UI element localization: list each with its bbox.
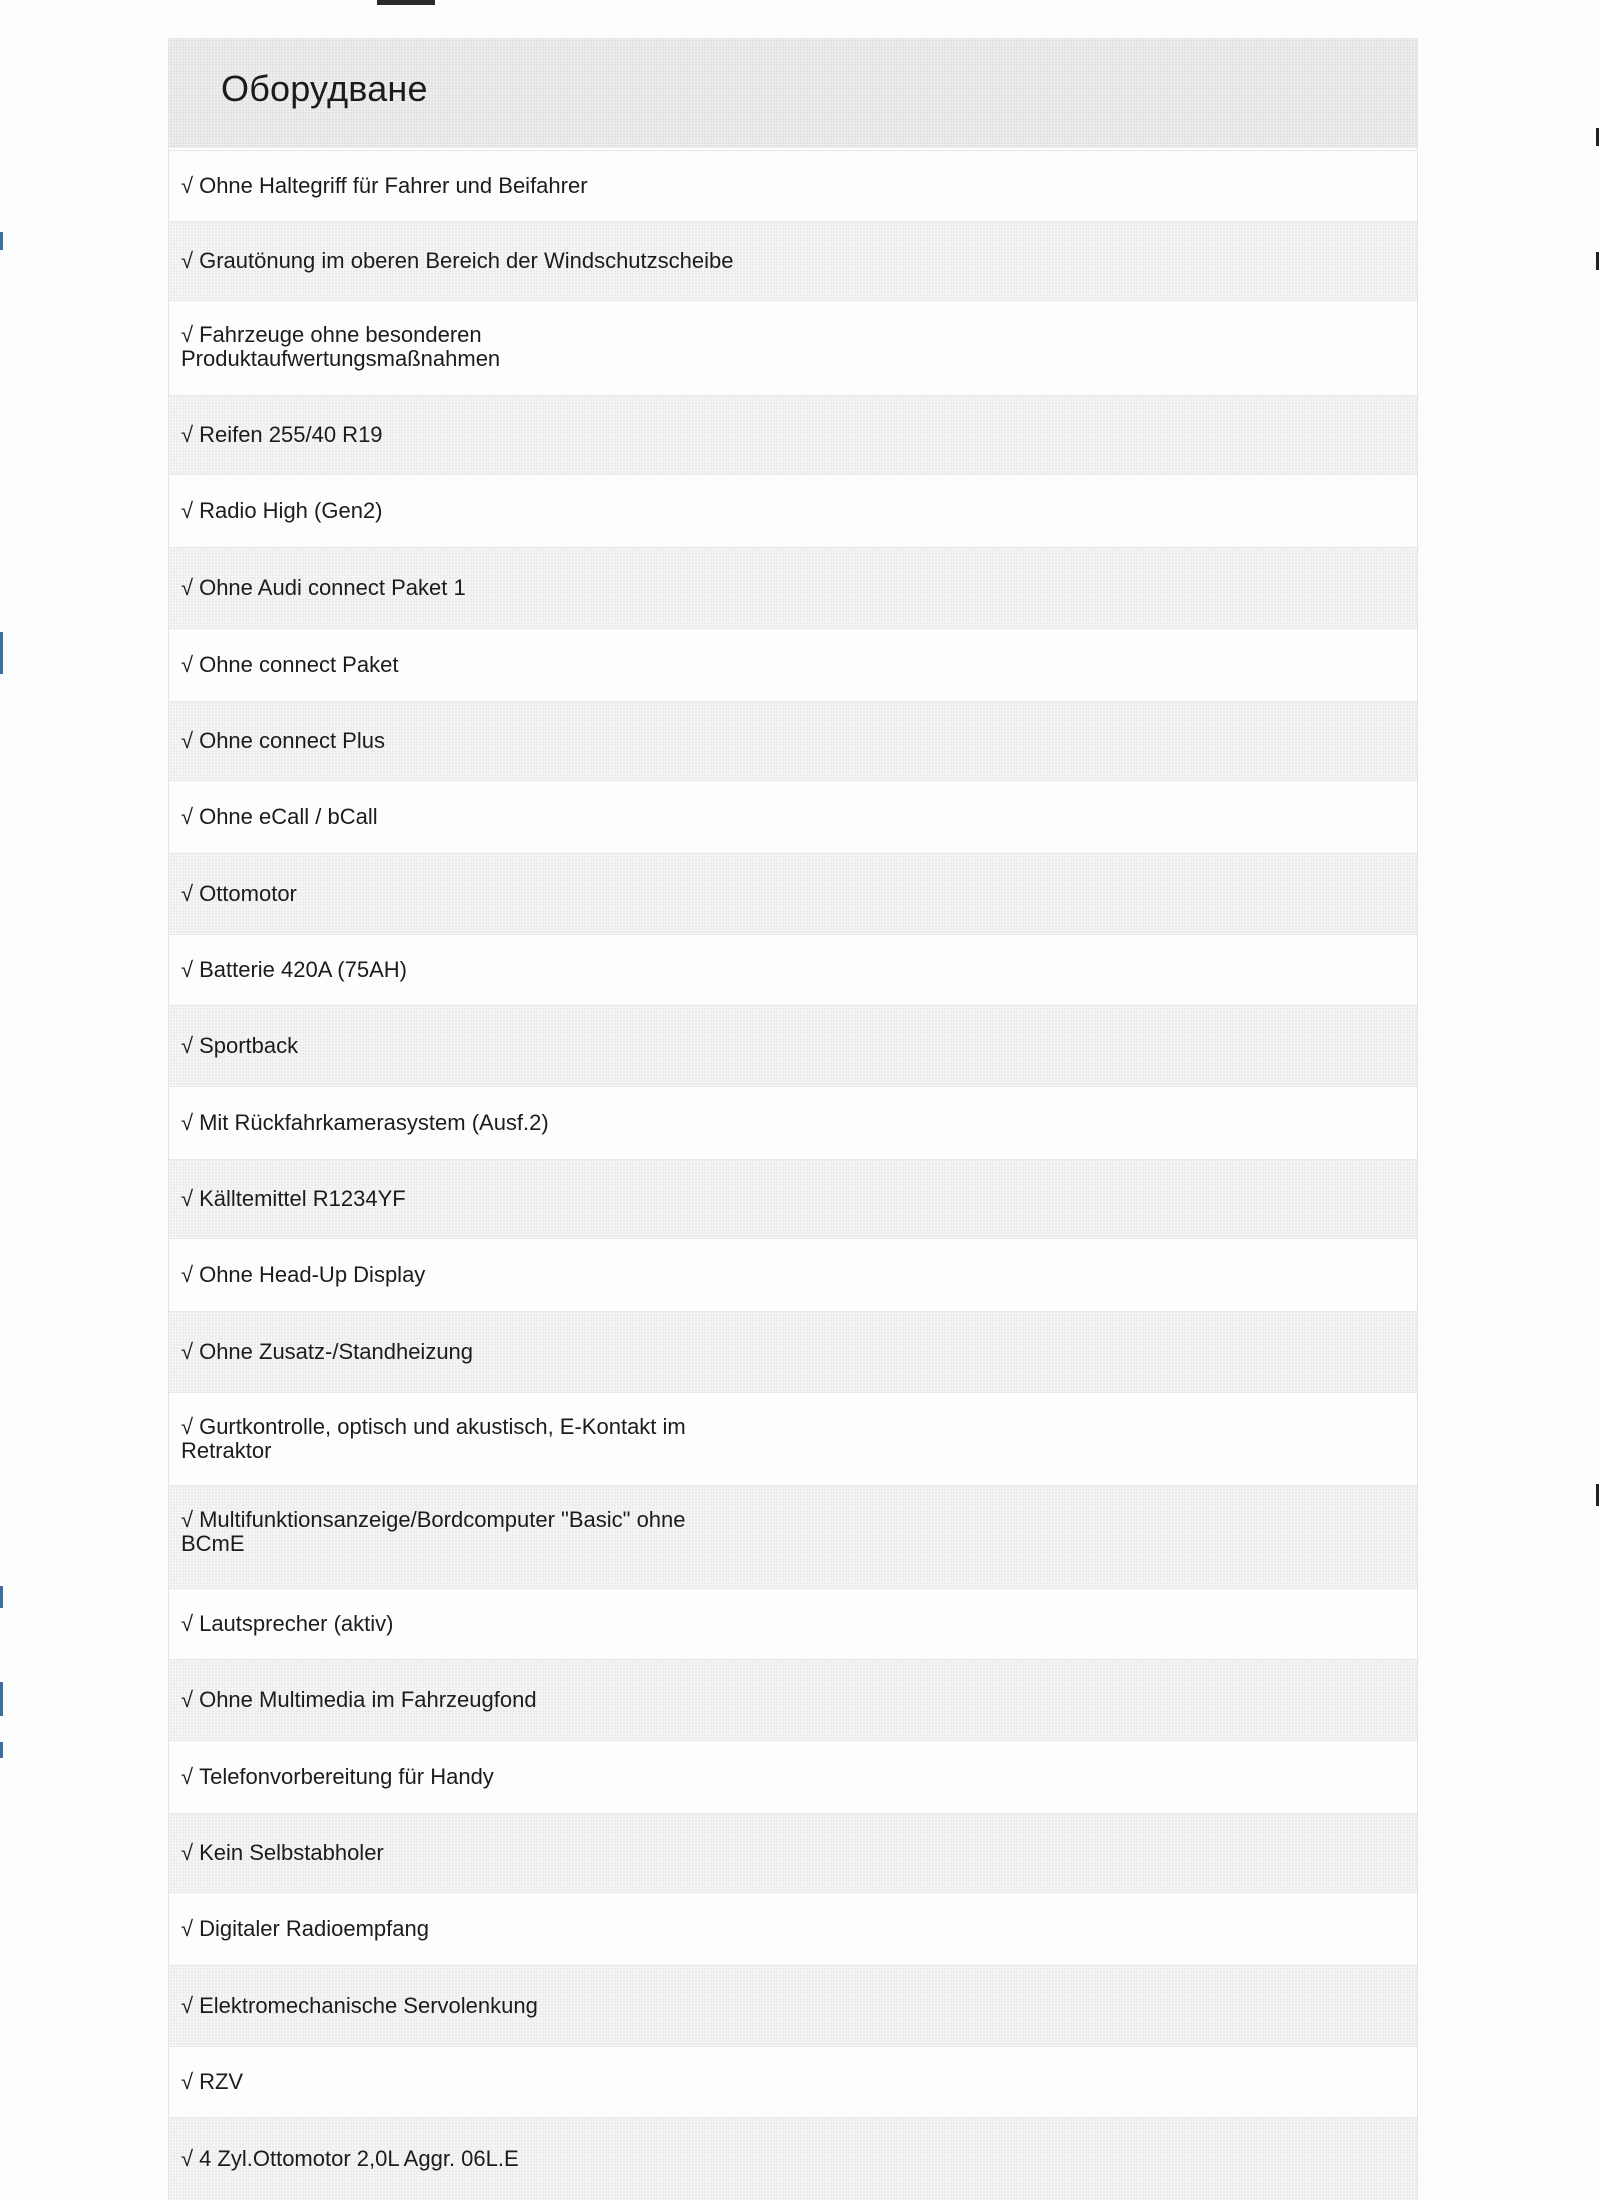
check-mark-icon: √ — [181, 322, 194, 347]
equipment-item — [169, 702, 1417, 780]
check-mark-icon: √ — [181, 1687, 194, 1712]
check-mark-icon: √ — [181, 1414, 194, 1439]
equipment-item-content — [181, 1186, 406, 1212]
check-mark-icon: √ — [181, 1507, 194, 1532]
equipment-item — [169, 1814, 1417, 1892]
scan-edge-mark — [1596, 1484, 1599, 1506]
equipment-item-label: Multifunktionsanzeige/Bordcomputer "Basic" ohne BCmE — [181, 1507, 686, 1556]
equipment-item — [169, 1966, 1417, 2046]
equipment-item-label: Ottomotor — [199, 881, 297, 906]
equipment-item-label: Grautönung im oberen Bereich der Windschutzscheibe — [199, 248, 734, 273]
check-mark-icon: √ — [181, 248, 194, 273]
equipment-item — [169, 396, 1417, 474]
scan-edge-mark — [1596, 128, 1599, 146]
equipment-item — [169, 1312, 1417, 1392]
equipment-item — [169, 1588, 1417, 1660]
scan-edge-mark — [1596, 252, 1599, 270]
equipment-item-content — [181, 1611, 394, 1637]
equipment-item-content — [181, 2069, 243, 2095]
equipment-item-label: Ohne Audi connect Paket 1 — [199, 575, 466, 600]
check-mark-icon: √ — [181, 575, 194, 600]
equipment-item — [169, 1740, 1417, 1814]
equipment-item — [169, 934, 1417, 1006]
check-mark-icon: √ — [181, 173, 194, 198]
equipment-item-content — [181, 1110, 549, 1136]
equipment-item — [169, 1392, 1417, 1486]
equipment-item-label: Gurtkontrolle, optisch und akustisch, E-Kontakt im Retraktor — [181, 1414, 686, 1463]
check-mark-icon: √ — [181, 957, 194, 982]
equipment-item — [169, 1160, 1417, 1238]
equipment-item — [169, 548, 1417, 628]
equipment-item-content — [181, 1415, 741, 1463]
check-mark-icon: √ — [181, 1262, 194, 1287]
equipment-item — [169, 474, 1417, 548]
equipment-item-label: Kein Selbstabholer — [199, 1840, 384, 1865]
check-mark-icon: √ — [181, 1764, 194, 1789]
equipment-item-label: Ohne Zusatz-/Standheizung — [199, 1339, 474, 1364]
equipment-item-content — [181, 2146, 519, 2172]
check-mark-icon: √ — [181, 2146, 194, 2171]
equipment-item-content — [181, 957, 407, 983]
check-mark-icon: √ — [181, 422, 194, 447]
check-mark-icon: √ — [181, 804, 194, 829]
check-mark-icon: √ — [181, 1916, 194, 1941]
equipment-item-content — [181, 422, 383, 448]
check-mark-icon: √ — [181, 1186, 194, 1211]
check-mark-icon: √ — [181, 2069, 194, 2094]
equipment-item-label: 4 Zyl.Ottomotor 2,0L Aggr. 06L.E — [199, 2146, 519, 2171]
equipment-item — [169, 1660, 1417, 1740]
equipment-item-content — [181, 652, 398, 678]
equipment-item-content — [181, 1033, 298, 1059]
equipment-item-label: Batterie 420A (75AH) — [199, 957, 407, 982]
equipment-item — [169, 1486, 1417, 1588]
scan-top-mark — [377, 0, 435, 5]
equipment-item-content — [181, 1764, 494, 1790]
equipment-item-label: Elektromechanische Servolenkung — [199, 1993, 538, 2018]
check-mark-icon: √ — [181, 1993, 194, 2018]
equipment-item — [169, 150, 1417, 222]
equipment-item-content — [181, 248, 733, 274]
scan-edge-mark — [0, 1682, 3, 1716]
equipment-item — [169, 1086, 1417, 1160]
equipment-item — [169, 300, 1417, 396]
equipment-item-content — [181, 1262, 425, 1288]
equipment-item-content — [181, 1916, 429, 1942]
equipment-item-label: Ohne Multimedia im Fahrzeugfond — [199, 1687, 537, 1712]
equipment-item-content — [181, 1993, 538, 2019]
equipment-item-content — [181, 498, 383, 524]
equipment-item — [169, 628, 1417, 702]
check-mark-icon: √ — [181, 1611, 194, 1636]
equipment-item-label: Ohne eCall / bCall — [199, 804, 378, 829]
equipment-item-label: Lautsprecher (aktiv) — [199, 1611, 394, 1636]
equipment-item-label: Radio High (Gen2) — [199, 498, 383, 523]
scan-edge-mark — [0, 632, 3, 674]
check-mark-icon: √ — [181, 1110, 194, 1135]
equipment-item-label: Ohne Head-Up Display — [199, 1262, 426, 1287]
equipment-item-label: RZV — [199, 2069, 244, 2094]
equipment-item-label: Digitaler Radioempfang — [199, 1916, 429, 1941]
equipment-item — [169, 1238, 1417, 1312]
equipment-sheet — [168, 38, 1418, 2200]
equipment-item-content — [181, 1840, 384, 1866]
check-mark-icon: √ — [181, 652, 194, 677]
equipment-item-label: Ohne Haltegriff für Fahrer und Beifahrer — [199, 173, 588, 198]
check-mark-icon: √ — [181, 1339, 194, 1364]
equipment-item-label: Källtemittel R1234YF — [199, 1186, 406, 1211]
equipment-item — [169, 222, 1417, 300]
equipment-item-content — [181, 575, 466, 601]
equipment-item-content — [181, 881, 297, 907]
equipment-item-content — [181, 173, 588, 199]
equipment-item — [169, 2118, 1417, 2200]
check-mark-icon: √ — [181, 498, 194, 523]
section-header — [169, 38, 1417, 148]
equipment-item-label: Ohne connect Paket — [199, 652, 399, 677]
equipment-item-content — [181, 728, 385, 754]
section-title: Оборудване — [221, 68, 428, 109]
equipment-item-label: Mit Rückfahrkamerasystem (Ausf.2) — [199, 1110, 549, 1135]
equipment-item-label: Ohne connect Plus — [199, 728, 385, 753]
equipment-item — [169, 780, 1417, 854]
equipment-item — [169, 854, 1417, 934]
equipment-item-label: Reifen 255/40 R19 — [199, 422, 383, 447]
check-mark-icon: √ — [181, 728, 194, 753]
scan-edge-mark — [0, 1742, 3, 1758]
equipment-item-content — [181, 1339, 473, 1365]
equipment-item — [169, 2046, 1417, 2118]
equipment-item-content — [181, 804, 378, 830]
equipment-item — [169, 1006, 1417, 1086]
check-mark-icon: √ — [181, 881, 194, 906]
equipment-item-label: Fahrzeuge ohne besonderen Produktaufwertungsmaßnahmen — [181, 322, 501, 371]
equipment-item-label: Telefonvorbereitung für Handy — [199, 1764, 494, 1789]
equipment-item-label: Sportback — [199, 1033, 299, 1058]
scan-edge-mark — [0, 232, 3, 250]
equipment-item-content — [181, 1508, 741, 1556]
equipment-item — [169, 1892, 1417, 1966]
check-mark-icon: √ — [181, 1840, 194, 1865]
equipment-item-content — [181, 1687, 537, 1713]
scan-edge-mark — [0, 1586, 3, 1608]
equipment-item-content — [181, 323, 741, 371]
check-mark-icon: √ — [181, 1033, 194, 1058]
